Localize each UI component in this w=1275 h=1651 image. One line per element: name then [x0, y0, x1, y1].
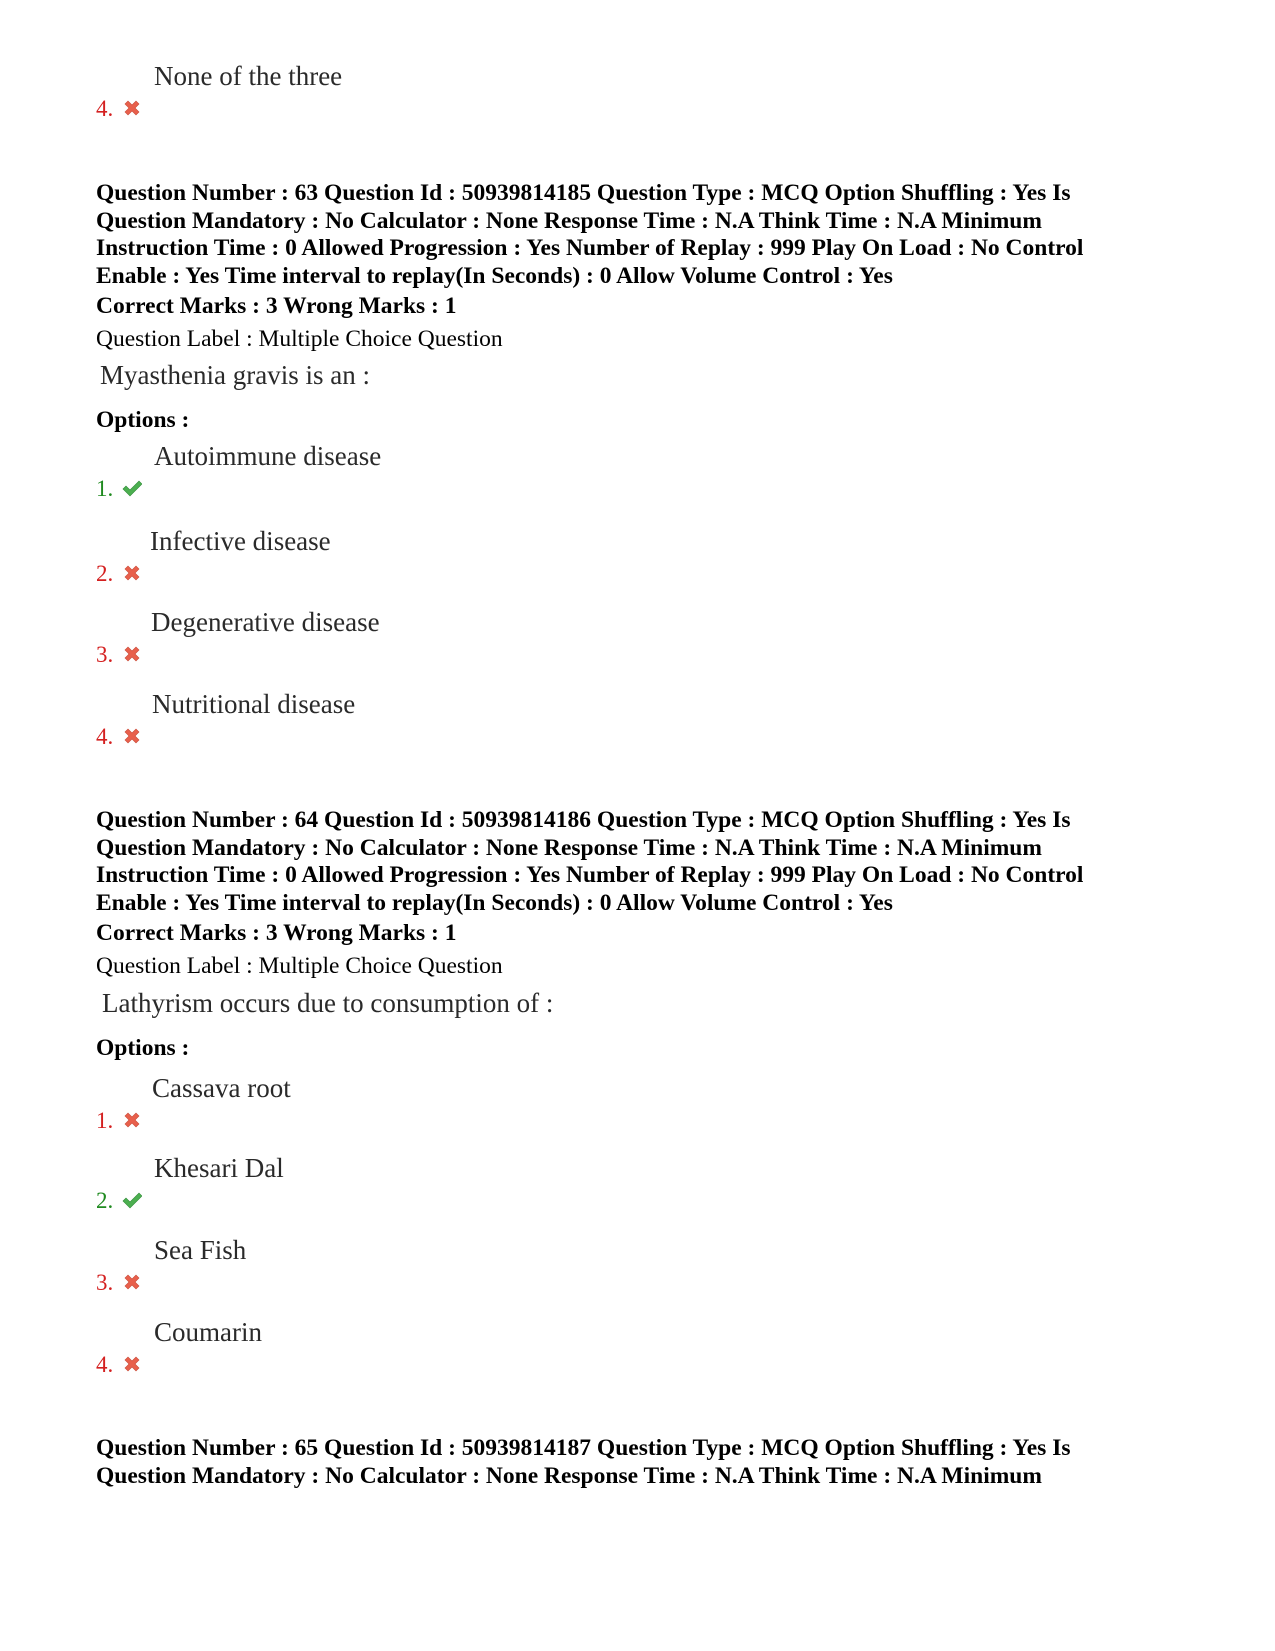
cross-icon — [122, 644, 142, 664]
option-text: Degenerative disease — [151, 607, 380, 637]
option-row — [96, 1152, 996, 1212]
question-label: Question Label : Multiple Choice Question — [96, 326, 503, 352]
question-text: Lathyrism occurs due to consumption of : — [102, 988, 554, 1018]
meta-line: Enable : Yes Time interval to replay(In Seconds) : 0 Allow Volume Control : Yes — [96, 889, 893, 916]
option-row — [96, 606, 996, 666]
option-row — [96, 1072, 996, 1132]
option-number: 1. — [96, 476, 114, 501]
cross-icon — [122, 98, 142, 118]
cross-icon — [122, 563, 142, 583]
meta-line: Question Mandatory : No Calculator : None Response Time : N.A Think Time : N.A Minimum — [96, 207, 1042, 234]
options-heading: Options : — [96, 1035, 190, 1061]
option-row — [96, 1316, 996, 1376]
option-text: Infective disease — [150, 526, 331, 556]
option-text: Khesari Dal — [154, 1153, 284, 1183]
question-meta — [96, 807, 1216, 917]
meta-line: Question Mandatory : No Calculator : None Response Time : N.A Think Time : N.A Minimum — [96, 834, 1042, 861]
option-number: 3. — [96, 1270, 114, 1295]
option-number: 2. — [96, 1188, 114, 1213]
option-number: 3. — [96, 642, 114, 667]
cross-icon — [122, 1272, 142, 1292]
option-row — [96, 525, 996, 585]
meta-line: Question Number : 64 Question Id : 50939814186 Question Type : MCQ Option Shuffling : Yes Is — [96, 807, 1071, 833]
meta-line: Question Number : 63 Question Id : 50939814185 Question Type : MCQ Option Shuffling : Yes Is — [96, 180, 1071, 206]
meta-line: Instruction Time : 0 Allowed Progression : Yes Number of Replay : 999 Play On Load : No Control — [96, 862, 1084, 888]
cross-icon — [122, 726, 142, 746]
option-number: 4. — [96, 724, 114, 749]
option-text: Cassava root — [152, 1073, 291, 1103]
question-meta — [96, 180, 1216, 290]
option-number: 4. — [96, 1352, 114, 1377]
question-meta — [96, 1435, 1216, 1490]
option-row — [96, 60, 996, 120]
option-text: Nutritional disease — [152, 689, 356, 719]
meta-line: Enable : Yes Time interval to replay(In Seconds) : 0 Allow Volume Control : Yes — [96, 262, 893, 289]
meta-line: Instruction Time : 0 Allowed Progression : Yes Number of Replay : 999 Play On Load : No Control — [96, 235, 1084, 261]
option-text: Sea Fish — [154, 1235, 247, 1265]
meta-line: Question Number : 65 Question Id : 50939814187 Question Type : MCQ Option Shuffling : Yes Is — [96, 1435, 1071, 1461]
option-row — [96, 1234, 996, 1294]
check-icon — [122, 478, 142, 498]
option-row — [96, 688, 996, 748]
meta-line: Question Mandatory : No Calculator : None Response Time : N.A Think Time : N.A Minimum — [96, 1462, 1042, 1489]
option-text: Autoimmune disease — [154, 441, 382, 471]
option-row — [96, 440, 996, 500]
option-number: 1. — [96, 1108, 114, 1133]
question-marks: Correct Marks : 3 Wrong Marks : 1 — [96, 920, 457, 946]
check-icon — [122, 1190, 142, 1210]
option-number: 4. — [96, 96, 114, 121]
question-text: Myasthenia gravis is an : — [100, 360, 370, 390]
question-marks: Correct Marks : 3 Wrong Marks : 1 — [96, 293, 457, 319]
options-heading: Options : — [96, 407, 190, 433]
option-text: None of the three — [154, 61, 343, 91]
option-text: Coumarin — [154, 1317, 262, 1347]
cross-icon — [122, 1110, 142, 1130]
option-number: 2. — [96, 561, 114, 586]
question-label: Question Label : Multiple Choice Question — [96, 953, 503, 979]
cross-icon — [122, 1354, 142, 1374]
